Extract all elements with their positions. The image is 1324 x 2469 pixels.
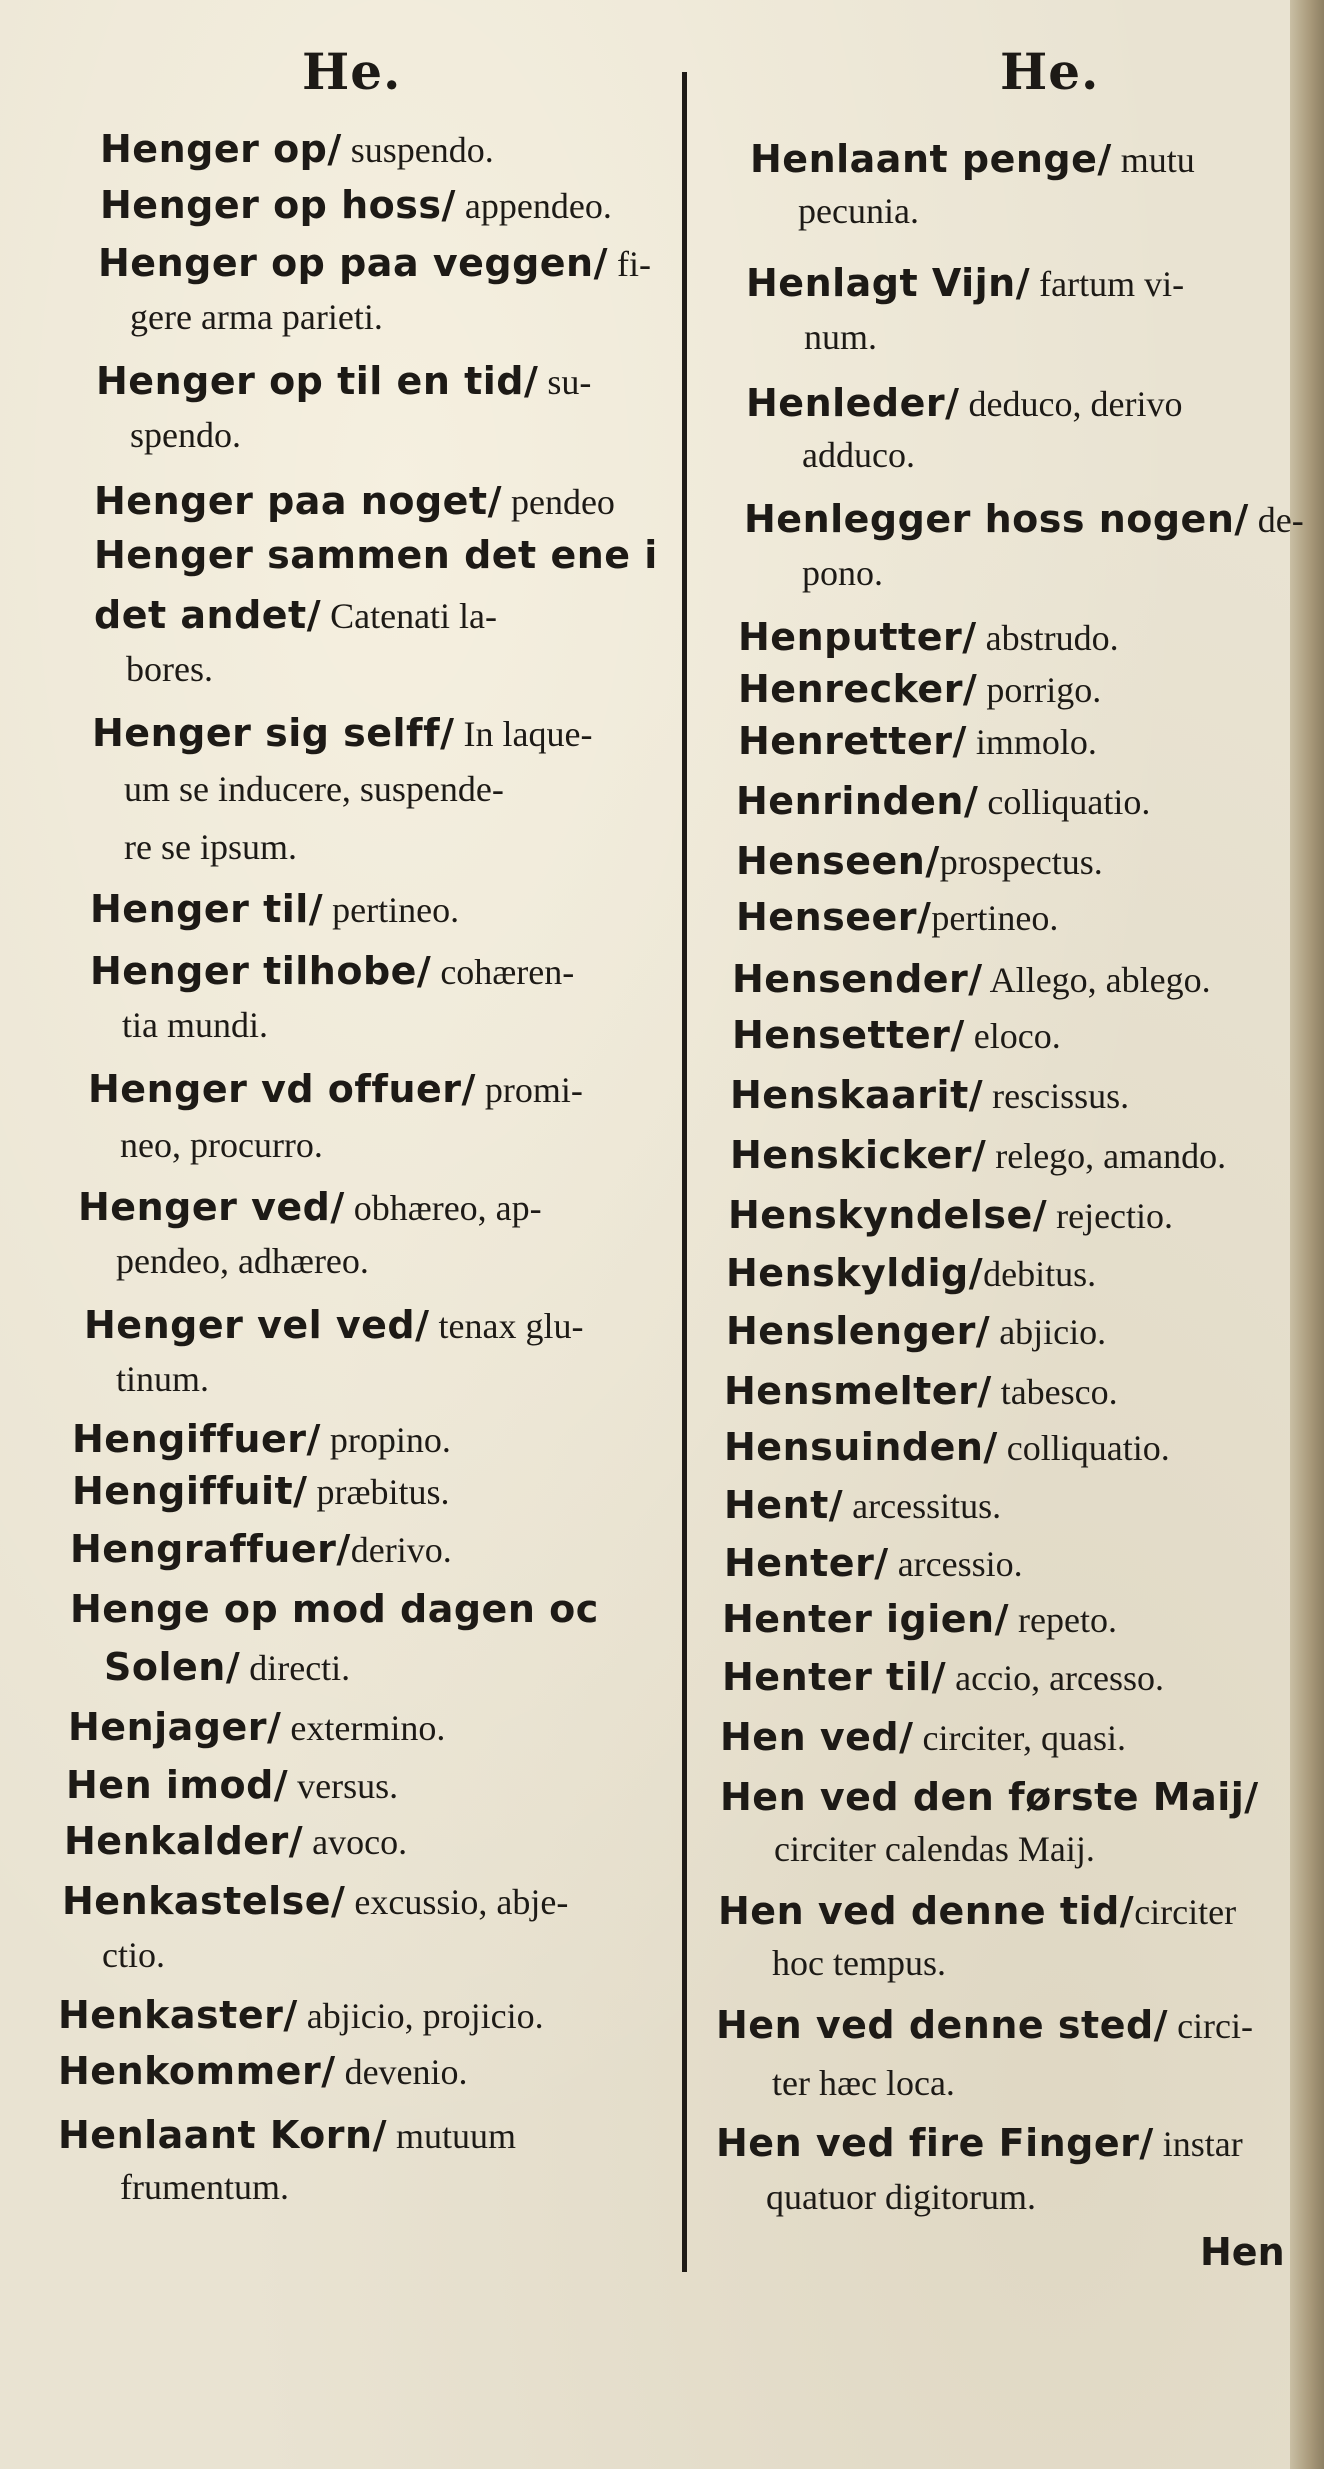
- entry: Henger vd offuer/ promi-: [88, 1067, 583, 1111]
- entry-continuation: circiter calendas Maij.: [774, 1829, 1095, 1869]
- entry: Henger paa noget/ pendeo: [94, 479, 615, 523]
- entry-continuation: neo, procurro.: [120, 1125, 323, 1165]
- entry: Henskicker/ relego, amando.: [730, 1133, 1227, 1177]
- entry: Henger sig selff/ In laque-: [92, 711, 593, 755]
- entry: Hen ved denne tid/circiter: [718, 1889, 1237, 1933]
- entry: Henger sammen det ene i: [94, 533, 658, 577]
- entry: Henger op hoss/ appendeo.: [100, 183, 612, 227]
- entry: Henskaarit/ rescissus.: [730, 1073, 1130, 1117]
- entry: Henger op paa veggen/ fi-: [98, 241, 651, 285]
- entry-continuation: ter hæc loca.: [772, 2063, 955, 2103]
- entry-continuation: adduco.: [802, 435, 915, 475]
- entry: Henjager/ extermino.: [68, 1705, 446, 1749]
- entry: Henskyldig/debitus.: [726, 1251, 1097, 1295]
- entry: Henger op/ suspendo.: [100, 127, 494, 171]
- entry-continuation: quatuor digitorum.: [766, 2177, 1036, 2217]
- entry: Hen ved denne sted/ circi-: [716, 2003, 1253, 2047]
- catchword: Hen: [1200, 2230, 1285, 2274]
- entry: Henrecker/ porrigo.: [738, 667, 1102, 711]
- entry: Hent/ arcessitus.: [724, 1483, 1002, 1527]
- entry-continuation: spendo.: [130, 415, 241, 455]
- entry-continuation: um se inducere, suspende-: [124, 769, 504, 809]
- entry-continuation: re se ipsum.: [124, 827, 297, 867]
- entry: Henter igien/ repeto.: [722, 1597, 1117, 1641]
- entry: Hensuinden/ colliquatio.: [724, 1425, 1170, 1469]
- entry-continuation: tinum.: [116, 1359, 210, 1399]
- entry-continuation: hoc tempus.: [772, 1943, 946, 1983]
- entry: Henter til/ accio, arcesso.: [722, 1655, 1165, 1699]
- entry: Henretter/ immolo.: [738, 719, 1097, 763]
- entry: Henslenger/ abjicio.: [726, 1309, 1107, 1353]
- running-header-left: He.: [302, 42, 402, 101]
- entry-continuation: pono.: [802, 553, 883, 593]
- entry-continuation: pecunia.: [798, 191, 919, 231]
- entry-continuation: ctio.: [102, 1935, 165, 1975]
- entry: Henlaant penge/ mutu: [750, 137, 1195, 181]
- entry-continuation: frumentum.: [120, 2167, 289, 2207]
- entry: Solen/ directi.: [104, 1645, 351, 1689]
- entry: Henge op mod dagen oc: [70, 1587, 599, 1631]
- entry: Hen imod/ versus.: [66, 1763, 399, 1807]
- entry: Henskyndelse/ rejectio.: [728, 1193, 1174, 1237]
- entry: Henger vel ved/ tenax glu-: [84, 1303, 584, 1347]
- entry: Hensender/ Allego, ablego.: [732, 957, 1211, 1001]
- entry: Henseer/pertineo.: [736, 895, 1059, 939]
- entry: Hensetter/ eloco.: [732, 1013, 1061, 1057]
- running-header-right: He.: [1000, 42, 1100, 101]
- entry: Henger tilhobe/ cohæren-: [90, 949, 575, 993]
- entry: Henkalder/ avoco.: [64, 1819, 408, 1863]
- entry: Henrinden/ colliquatio.: [736, 779, 1151, 823]
- entry: Hen ved/ circiter, quasi.: [720, 1715, 1126, 1759]
- entry: Henger ved/ obhæreo, ap-: [78, 1185, 542, 1229]
- entry: Hengiffuit/ præbitus.: [72, 1469, 450, 1513]
- entry: Hen ved den første Maij/: [720, 1775, 1259, 1819]
- entry: det andet/ Catenati la-: [94, 593, 498, 637]
- entry: Henlagt Vijn/ fartum vi-: [746, 261, 1185, 305]
- entry: Henkastelse/ excussio, abje-: [62, 1879, 569, 1923]
- entry: Hengiffuer/ propino.: [72, 1417, 451, 1461]
- entry: Hen ved fire Finger/ instar: [716, 2121, 1243, 2165]
- entry-continuation: tia mundi.: [122, 1005, 268, 1045]
- entry-continuation: num.: [804, 317, 878, 357]
- entry: Henger op til en tid/ su-: [96, 359, 592, 403]
- entry: Henkommer/ devenio.: [58, 2049, 468, 2093]
- page-edge: [1290, 0, 1324, 2469]
- entry-continuation: pendeo, adhæreo.: [116, 1241, 369, 1281]
- entry: Henter/ arcessio.: [724, 1541, 1023, 1585]
- entry-continuation: gere arma parieti.: [130, 297, 383, 337]
- entry: Hensmelter/ tabesco.: [724, 1369, 1118, 1413]
- entry-continuation: bores.: [126, 649, 213, 689]
- entry: Henkaster/ abjicio, projicio.: [58, 1993, 544, 2037]
- column-divider: [682, 72, 687, 2272]
- entry: Henputter/ abstrudo.: [738, 615, 1119, 659]
- entry: Henlegger hoss nogen/ de-: [744, 497, 1304, 541]
- entry: Henlaant Korn/ mutuum: [58, 2113, 516, 2157]
- entry: Hengraffuer/derivo.: [70, 1527, 452, 1571]
- entry: Henseen/prospectus.: [736, 839, 1103, 883]
- entry: Henleder/ deduco, derivo: [746, 381, 1183, 425]
- entry: Henger til/ pertineo.: [90, 887, 460, 931]
